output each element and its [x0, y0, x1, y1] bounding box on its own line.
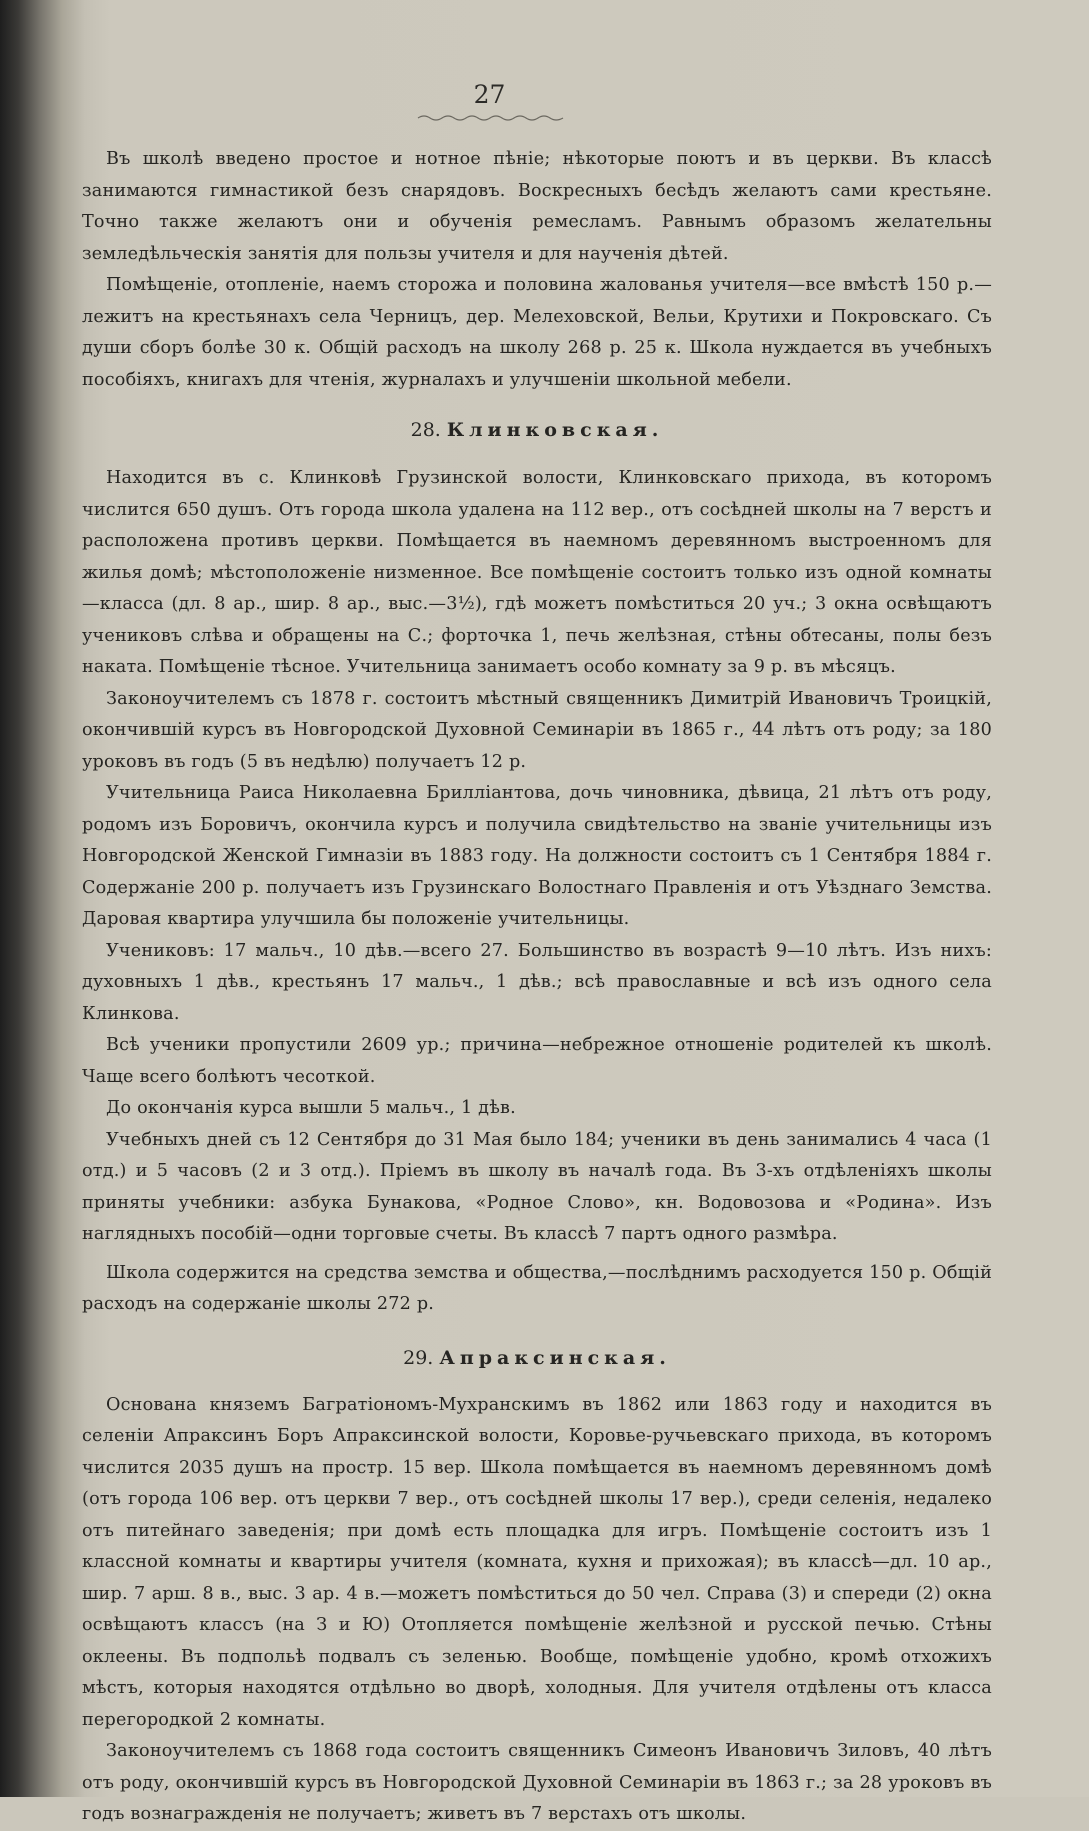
paragraph: Законоучителемъ съ 1878 г. состоитъ мѣстный священникъ Димитрій Ивановичъ Троицкій, окончившій курсъ въ Новгородской Духовной Семинаріи въ 1865 г., 44 лѣтъ отъ роду; за 180 уроковъ въ годъ (5 въ недѣлю) получаетъ 12 р.: [82, 688, 992, 772]
paragraph: Школа содержится на средства земства и общества,—послѣднимъ расходуется 150 р. Общій расходъ на содержаніе школы 272 р.: [82, 1262, 992, 1314]
paragraph: Помѣщеніе, отопленіе, наемъ сторожа и половина жалованья учителя—все вмѣстѣ 150 р.—лежитъ на крестьянахъ села Черницъ, дер. Мелеховской, Вельи, Крутихи и Покровскаго. Съ души сборъ болѣе 30 к. Общій расходъ на школу 268 р. 25 к. Школа нуждается въ учебныхъ пособіяхъ, книгахъ для чтенія, журналахъ и улучшеніи школьной мебели.: [82, 275, 992, 390]
paragraph: До окончанія курса вышли 5 мальч., 1 дѣв.: [106, 1098, 516, 1118]
paragraph: Въ школѣ введено простое и нотное пѣніе; нѣкоторые поютъ и въ церкви. Въ классѣ занимаются гимнастикой безъ снарядовъ. Воскресныхъ бесѣдъ желаютъ сами крестьяне. Точно также желаютъ они и обученія ремесламъ. Равнымъ образомъ желательны земледѣльческія занятія для пользы учителя и для наученія дѣтей.: [82, 149, 992, 264]
section-heading-28: [82, 419, 992, 441]
paragraph: Находится въ с. Клинковѣ Грузинской волости, Клинковскаго прихода, въ которомъ числится 650 душъ. Отъ города школа удалена на 112 вер., отъ сосѣдней школы на 7 верстъ и расположена противъ церкви. Помѣщается въ наемномъ деревянномъ выстроенномъ для жилья домѣ; мѣстоположеніе низменное. Все помѣщеніе состоитъ только изъ одной комнаты—класса (дл. 8 ар., шир. 8 ар., выс.—3½), гдѣ можетъ помѣститься 20 уч.; 3 окна освѣщаютъ учениковъ слѣва и обращены на С.; форточка 1, печь желѣзная, стѣны обтесаны, полы безъ наката. Помѣщеніе тѣсное. Учительница занимаетъ особо комнату за 9 р. въ мѣсяцъ.: [82, 468, 992, 677]
page-body: [82, 144, 992, 1831]
section-number: 29.: [403, 1346, 434, 1369]
section-title: Клинковская.: [446, 419, 664, 441]
paragraph: Законоучителемъ съ 1868 года состоитъ священникъ Симеонъ Ивановичъ Зиловъ, 40 лѣтъ отъ роду, окончившій курсъ въ Новгородской Духовной Семинаріи въ 1863 г.; за 28 уроковъ въ годъ вознагражденія не получаетъ; живетъ въ 7 верстахъ отъ школы.: [82, 1741, 992, 1824]
ornament-divider: [418, 113, 563, 123]
page-number: 27: [473, 80, 506, 109]
paragraph: Учениковъ: 17 мальч., 10 дѣв.—всего 27. Большинство въ возрастѣ 9—10 лѣтъ. Изъ нихъ: духовныхъ 1 дѣв., крестьянъ 17 мальч., 1 дѣв.; всѣ православные и всѣ изъ одного села Клинкова.: [82, 940, 992, 1024]
paragraph: Учебныхъ дней съ 12 Сентября до 31 Мая было 184; ученики въ день занимались 4 часа (1 отд.) и 5 часовъ (2 и 3 отд.). Пріемъ въ школу въ началѣ года. Въ 3-хъ отдѣленіяхъ школы приняты учебники: азбука Бунакова, «Родное Слово», кн. Водовозова и «Родина». Изъ наглядныхъ пособій—одни торговые счеты. Въ классѣ 7 партъ одного размѣра.: [82, 1129, 992, 1244]
section-title: Апраксинская.: [439, 1346, 671, 1369]
paragraph: Учительница Раиса Николаевна Бриллiантова, дочь чиновника, дѣвица, 21 лѣтъ отъ роду, родомъ изъ Боровичъ, окончила курсъ и получила свидѣтельство на званіе учительницы изъ Новгородской Женской Гимназіи въ 1883 году. На должности состоитъ съ 1 Сентября 1884 г. Содержаніе 200 р. получаетъ изъ Грузинскаго Волостнаго Правленія и отъ Уѣзднаго Земства. Даровая квартира улучшила бы положеніе учительницы.: [82, 783, 992, 929]
paragraph: Основана княземъ Багратіономъ-Мухранскимъ въ 1862 или 1863 году и находится въ селеніи Апраксинъ Боръ Апраксинской волости, Коровье-ручьевскаго прихода, въ которомъ числится 2035 душъ на простр. 15 вер. Школа помѣщается въ наемномъ деревянномъ домѣ (отъ города 106 вер. отъ церкви 7 вер., отъ сосѣдней школы 17 вер.), среди селенія, недалеко отъ питейнаго заведенія; при домѣ есть площадка для игръ. Помѣщеніе состоитъ изъ 1 классной комнаты и квартиры учителя (комната, кухня и прихожая); въ классѣ—дл. 10 ар., шир. 7 арш. 8 в., выс. 3 ар. 4 в.—можетъ помѣститься до 50 чел. Справа (3) и спереди (2) окна освѣщаютъ классъ (на З и Ю) Отопляется помѣщеніе желѣзной и русской печью. Стѣны оклеены. Въ подпольѣ подвалъ съ зеленью. Вообще, помѣщеніе удобно, кромѣ отхожихъ мѣстъ, которыя находятся отдѣльно во дворѣ, холодныя. Для учителя отдѣлены отъ класса перегородкой 2 комнаты.: [82, 1394, 992, 1730]
section-heading-29: [82, 1347, 992, 1369]
section-number: 28.: [410, 419, 441, 441]
paragraph: Всѣ ученики пропустили 2609 ур.; причина—небрежное отношеніе родителей къ школѣ. Чаще всего болѣютъ чесоткой.: [82, 1035, 992, 1087]
